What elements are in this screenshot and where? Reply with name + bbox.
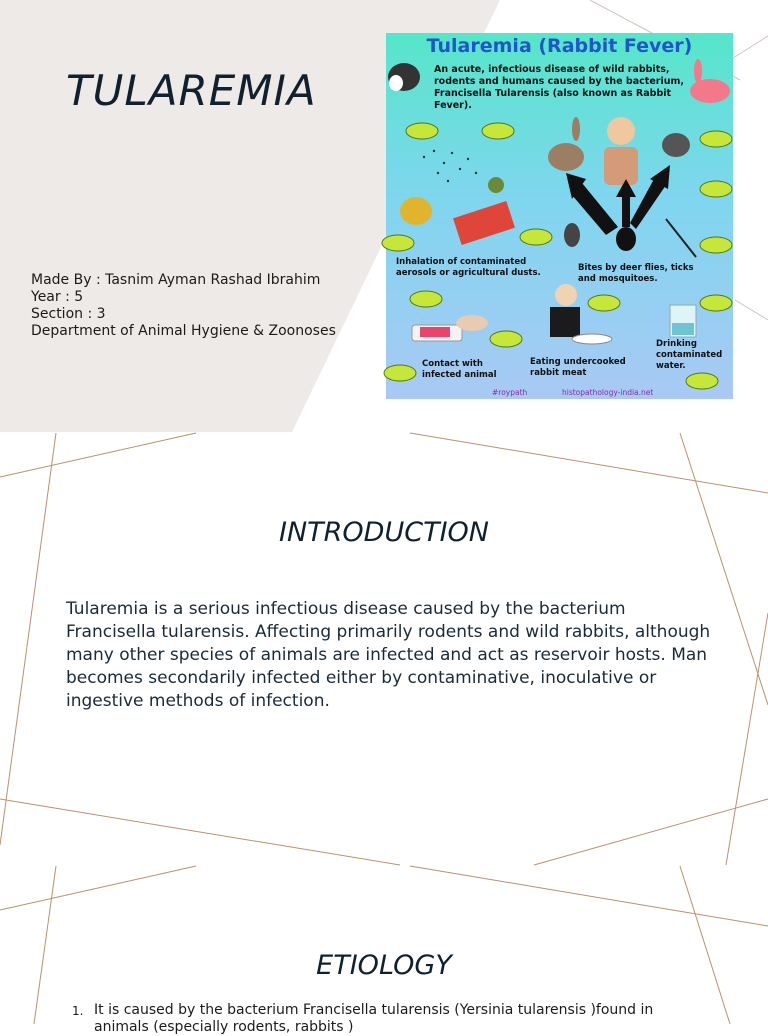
caption-bites: Bites by deer flies, ticks and mosquitoes. [578,263,694,284]
introduction-body: Tularemia is a serious infectious disease caused by the bacterium Francisella tularensis. Affecting primarily rodents and wild rabbits, although many other species of animals are infected and act as reservoir hosts. Man becomes secondarily infected either by contaminative, inoculative or ingestive methods of infection. [66,599,711,711]
caption-drinking: Drinking contaminated water. [656,339,723,371]
poster-credit-left: #roypath [492,388,528,397]
caption-eating: Eating undercooked rabbit meat [530,357,626,378]
caption-inhalation: Inhalation of contaminated aerosols or agricultural dusts. [396,257,541,278]
section-text: Section : 3 [31,306,106,322]
introduction-heading: INTRODUCTION [279,517,489,548]
introduction-slide [0,433,768,865]
poster-description: An acute, infectious disease of wild rabbits, rodents and humans caused by the bacterium, Francisella Tularensis (also known as Rabbit Fever). [434,64,684,111]
list-item-text: It is caused by the bacterium Francisella tularensis (Yersinia tularensis )found in animals (especially rodents, rabbits ) [94,1002,654,1035]
list-item [72,1002,692,1036]
etiology-heading: ETIOLOGY [316,950,452,981]
list-item-number: 1. [72,1004,84,1018]
poster-title: Tularemia (Rabbit Fever) [426,35,693,57]
author-info [31,272,351,340]
etiology-slide [0,866,768,1035]
year-text: Year : 5 [31,289,84,305]
tularemia-poster [386,33,733,399]
etiology-list [72,1002,692,1036]
title-slide [0,0,768,432]
page-title: TULAREMIA [66,66,317,115]
made-by-text: Made By : Tasnim Ayman Rashad Ibrahim [31,272,321,288]
department-text: Department of Animal Hygiene & Zoonoses [31,323,336,339]
etiology-slide-decoration [0,866,768,1024]
caption-contact: Contact with infected animal [422,359,497,380]
poster-credit-right: histopathology-india.net [562,388,654,397]
